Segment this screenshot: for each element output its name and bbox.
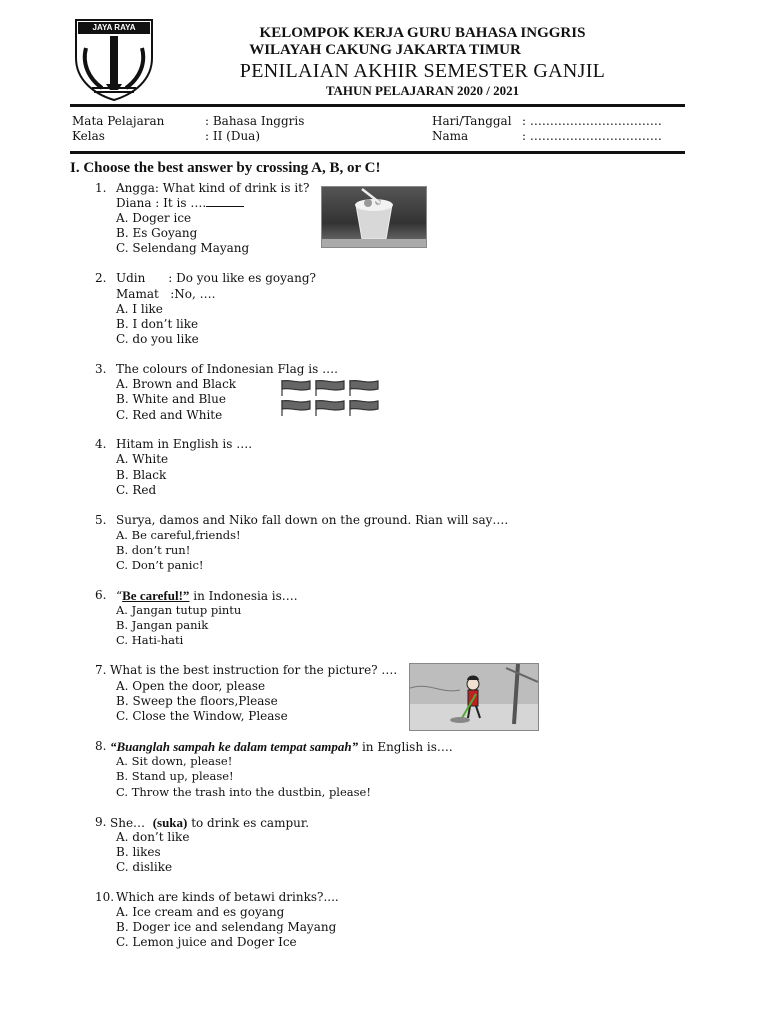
- q10-line-1: Which are kinds of betawi drinks?....: [116, 890, 339, 904]
- flag-icon: [350, 380, 378, 396]
- q7-line-1: What is the best instruction for the picture? ….: [110, 663, 398, 677]
- header-line-4: TAHUN PELAJARAN 2020 / 2021: [325, 83, 520, 98]
- header-rule: [70, 104, 685, 107]
- q5-number: 5.: [95, 513, 107, 527]
- q5-option-c: C. Don’t panic!: [116, 558, 204, 572]
- q4-line-1: Hitam in English is ….: [116, 437, 253, 451]
- flag-icon: [350, 400, 378, 416]
- q9-line-pre: She…: [110, 816, 153, 830]
- q9-option-b: B. likes: [116, 845, 161, 859]
- q4-option-c: C. Red: [116, 483, 157, 497]
- q10-option-c: C. Lemon juice and Doger Ice: [116, 935, 297, 949]
- q3-option-b: B. White and Blue: [116, 392, 226, 406]
- q9-line-post: to drink es campur.: [187, 816, 310, 830]
- q1-number: 1.: [95, 181, 107, 195]
- q7-number: 7.: [95, 663, 107, 677]
- q8-number: 8.: [95, 739, 107, 753]
- flag-icon: [316, 400, 344, 416]
- q5-option-a: A. Be careful,friends!: [116, 528, 241, 542]
- q8-line-1: [110, 739, 453, 755]
- q10-number: 10.: [95, 890, 115, 904]
- q6-line-bold: Be careful!”: [122, 588, 190, 603]
- name-label: Nama: [432, 129, 469, 143]
- day-value: : ……………………………: [522, 114, 662, 128]
- q9-option-a: A. don’t like: [116, 830, 190, 844]
- q1-option-a: A. Doger ice: [116, 211, 192, 225]
- q1-line-2: [116, 196, 244, 210]
- name-value: : ……………………………: [522, 129, 662, 143]
- q6-number: 6.: [95, 588, 107, 602]
- q6-line-1: [116, 588, 298, 604]
- q8-line-post: in English is….: [358, 740, 453, 754]
- flags-illustration: [280, 378, 388, 418]
- logo-text: JAYA RAYA: [92, 23, 136, 32]
- q9-number: 9.: [95, 815, 107, 829]
- q4-number: 4.: [95, 437, 107, 451]
- q7-option-a: A. Open the door, please: [116, 679, 266, 693]
- q9-option-c: C. dislike: [116, 860, 173, 874]
- q6-option-c: C. Hati-hati: [116, 633, 184, 647]
- q6-option-b: B. Jangan panik: [116, 618, 209, 632]
- q2-line-1: Udin : Do you like es goyang?: [116, 271, 316, 285]
- meta-rule: [70, 151, 685, 154]
- header-line-1: KELOMPOK KERJA GURU BAHASA INGGRIS: [259, 25, 586, 41]
- q9-line-bold: (suka): [152, 815, 188, 830]
- q8-option-c: C. Throw the trash into the dustbin, please!: [116, 785, 371, 799]
- q4-option-b: B. Black: [116, 468, 167, 482]
- q2-option-a: A. I like: [116, 302, 163, 316]
- drink-photo: [321, 186, 427, 248]
- header-line-2: WILAYAH CAKUNG JAKARTA TIMUR: [249, 42, 521, 58]
- q2-option-b: B. I don’t like: [116, 317, 199, 331]
- sweeping-picture: [409, 663, 539, 731]
- q10-option-a: A. Ice cream and es goyang: [116, 905, 285, 919]
- q8-option-b: B. Stand up, please!: [116, 769, 234, 783]
- q7-option-c: C. Close the Window, Please: [116, 709, 288, 723]
- q5-option-b: B. don’t run!: [116, 543, 191, 557]
- q6-option-a: A. Jangan tutup pintu: [116, 603, 242, 617]
- flag-icon: [282, 380, 310, 396]
- q1-line-2-text: Diana : It is ….: [116, 196, 207, 210]
- q1-option-c: C. Selendang Mayang: [116, 241, 250, 255]
- q3-line-1: The colours of Indonesian Flag is ….: [116, 362, 338, 376]
- q6-line-post: in Indonesia is….: [189, 589, 298, 603]
- q1-line-1: Angga: What kind of drink is it?: [116, 181, 310, 195]
- q5-line-1: Surya, damos and Niko fall down on the ground. Rian will say….: [116, 513, 509, 527]
- subject-value: : Bahasa Inggris: [205, 114, 305, 128]
- q2-option-c: C. do you like: [116, 332, 199, 346]
- q1-blank: [206, 196, 244, 207]
- class-label: Kelas: [72, 129, 105, 143]
- header-line-3: PENILAIAN AKHIR SEMESTER GANJIL: [239, 60, 606, 82]
- day-label: Hari/Tanggal: [432, 114, 512, 128]
- q1-option-b: B. Es Goyang: [116, 226, 198, 240]
- section-title: I. Choose the best answer by crossing A, B, or C!: [70, 160, 381, 176]
- subject-label: Mata Pelajaran: [72, 114, 165, 128]
- jaya-raya-logo: [72, 18, 156, 102]
- q6-line-pre: “: [116, 589, 123, 603]
- q9-line-1: [110, 815, 309, 831]
- q8-line-bold-italic: “Buanglah sampah ke dalam tempat sampah”: [110, 739, 359, 754]
- q3-option-a: A. Brown and Black: [116, 377, 237, 391]
- flag-icon: [316, 380, 344, 396]
- q3-option-c: C. Red and White: [116, 408, 223, 422]
- q7-option-b: B. Sweep the floors,Please: [116, 694, 278, 708]
- flag-icon: [282, 400, 310, 416]
- q2-number: 2.: [95, 271, 107, 285]
- q3-number: 3.: [95, 362, 107, 376]
- q4-option-a: A. White: [116, 452, 169, 466]
- q8-option-a: A. Sit down, please!: [116, 754, 233, 768]
- q10-option-b: B. Doger ice and selendang Mayang: [116, 920, 337, 934]
- q2-line-2: Mamat :No, ….: [116, 287, 216, 301]
- class-value: : II (Dua): [205, 129, 261, 143]
